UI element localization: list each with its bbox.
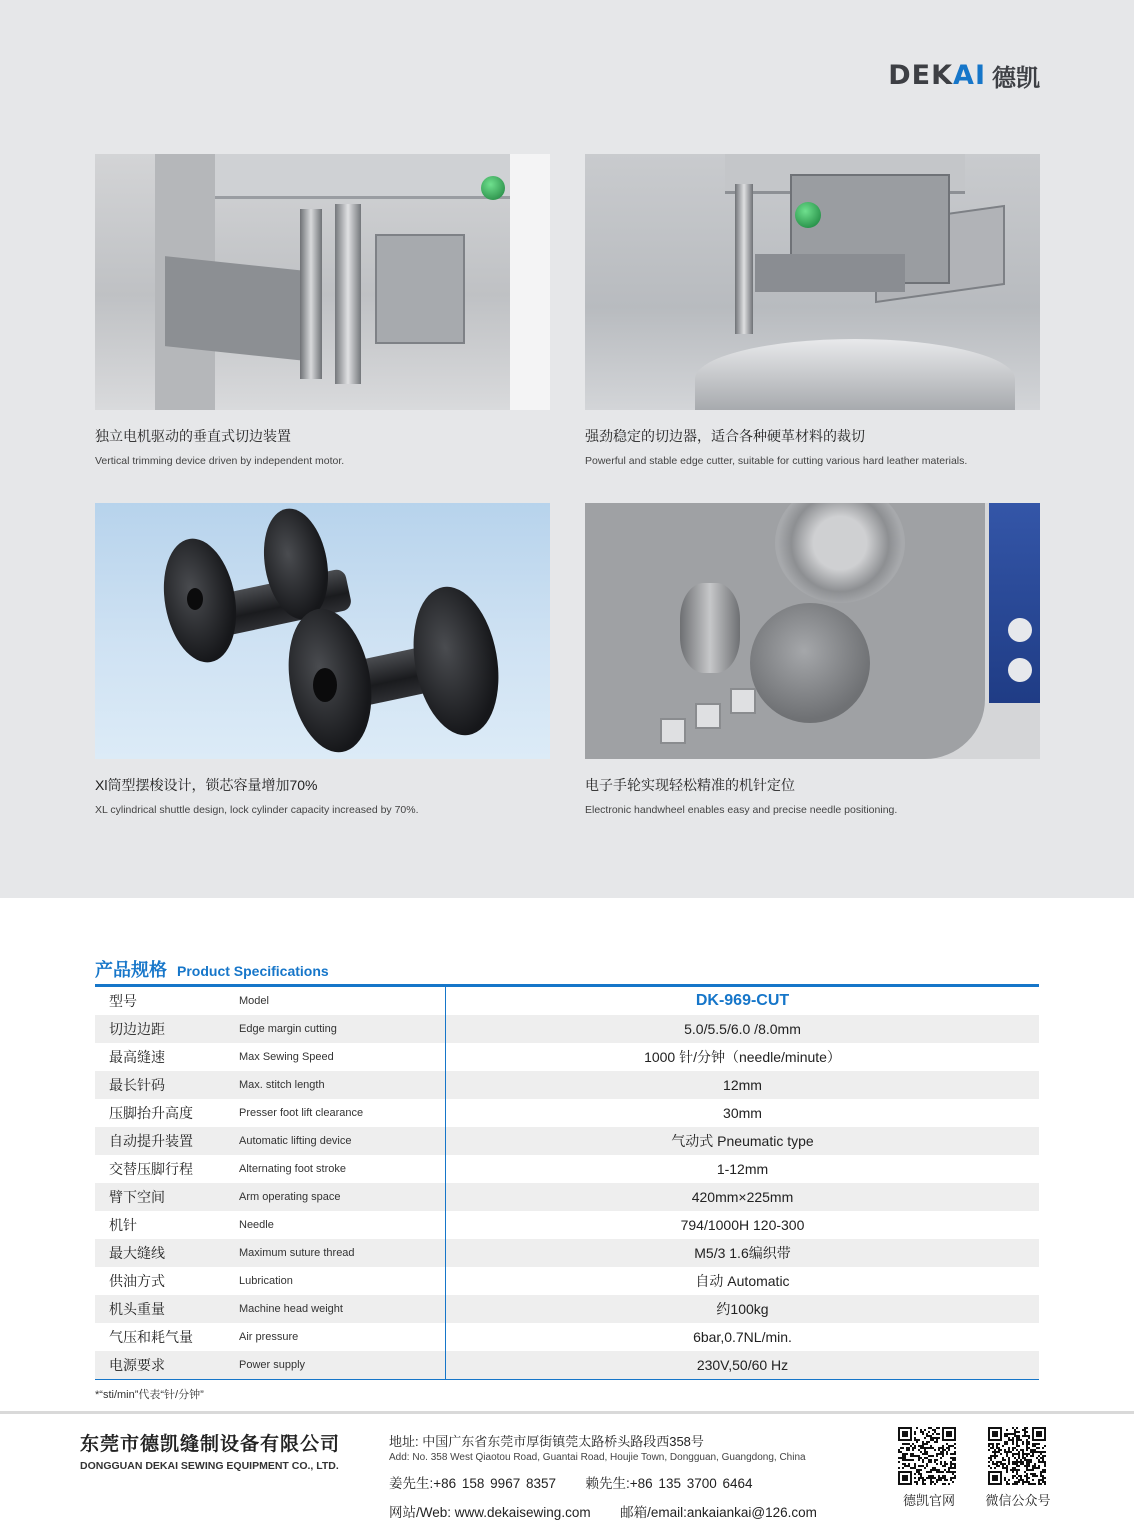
spec-label-cn: 切边边距 — [109, 1021, 165, 1037]
spec-label-en: Air pressure — [239, 1331, 299, 1343]
phone-2: 赖先生:+86 135 3700 6464 — [585, 1476, 753, 1491]
spec-value: 12mm — [445, 1071, 1039, 1099]
feature-caption-cn: Xl筒型摆梭设计，锁芯容量增加70% — [95, 777, 318, 793]
address-cn: 地址: 中国广东省东莞市厚街镇莞太路桥头路段西358号 — [389, 1434, 704, 1449]
spec-table — [95, 984, 1039, 1380]
phone-1: 姜先生:+86 158 9967 8357 — [389, 1476, 556, 1491]
feature-card-edge-cutter — [585, 154, 1040, 467]
spec-row — [95, 1015, 1039, 1043]
spec-row — [95, 1155, 1039, 1183]
spec-row — [95, 987, 1039, 1015]
handwheel-photo — [585, 503, 1040, 759]
spec-row — [95, 1099, 1039, 1127]
spec-row — [95, 1351, 1039, 1379]
spec-heading-cn: 产品规格 — [95, 960, 167, 981]
feature-card-trimming — [95, 154, 550, 467]
qr-label-website: 德凯官网 — [902, 1493, 955, 1508]
feature-card-handwheel — [585, 503, 1040, 816]
spec-label-en: Automatic lifting device — [239, 1135, 352, 1147]
spec-label-cn: 机针 — [109, 1217, 137, 1233]
edge-cutter-photo — [585, 154, 1040, 410]
feature-caption-cn: 独立电机驱动的垂直式切边装置 — [95, 428, 291, 444]
spec-label-cn: 最长针码 — [109, 1077, 165, 1093]
qr-code-wechat — [988, 1427, 1046, 1485]
spec-value: 30mm — [445, 1099, 1039, 1127]
qr-code-website — [898, 1427, 956, 1485]
spec-row — [95, 1239, 1039, 1267]
spec-heading-en: Product Specifications — [177, 963, 329, 979]
spec-label-en: Max. stitch length — [239, 1079, 325, 1091]
feature-caption-cn: 电子手轮实现轻松精准的机针定位 — [585, 777, 795, 793]
spec-value: 6bar,0.7NL/min. — [445, 1323, 1039, 1351]
spec-value: 气动式 Pneumatic type — [445, 1127, 1039, 1155]
logo-text-cn: 德凯 — [992, 64, 1040, 92]
spec-value: 5.0/5.5/6.0 /8.0mm — [445, 1015, 1039, 1043]
contact-info — [389, 1431, 817, 1521]
spec-label-cn: 电源要求 — [109, 1357, 165, 1373]
spec-row — [95, 1211, 1039, 1239]
spec-label-en: Model — [239, 995, 269, 1007]
feature-caption-en: Powerful and stable edge cutter, suitable for cutting various hard leather materials. — [585, 455, 968, 467]
spec-footnote: *“sti/min”代表“针/分钟” — [95, 1389, 204, 1401]
spec-heading — [95, 956, 329, 982]
spec-label-cn: 压脚抬升高度 — [109, 1105, 193, 1121]
website-link[interactable]: 网站/Web: www.dekaisewing.com — [389, 1505, 591, 1520]
spec-label-en: Maximum suture thread — [239, 1247, 355, 1259]
spec-value: 1000 针/分钟（needle/minute） — [445, 1043, 1039, 1071]
feature-card-shuttle — [95, 503, 550, 816]
feature-caption-en: Electronic handwheel enables easy and precise needle positioning. — [585, 804, 898, 816]
spec-row — [95, 1127, 1039, 1155]
spec-label-en: Alternating foot stroke — [239, 1163, 347, 1175]
spec-value: 1-12mm — [445, 1155, 1039, 1183]
spec-label-cn: 供油方式 — [109, 1273, 165, 1289]
footer-divider — [0, 1411, 1134, 1414]
spec-value: 230V,50/60 Hz — [445, 1351, 1039, 1379]
qr-code-icon — [898, 1427, 956, 1485]
spec-label-cn: 最大缝线 — [109, 1245, 165, 1261]
spec-label-cn: 型号 — [109, 993, 137, 1009]
spec-label-cn: 机头重量 — [109, 1301, 165, 1317]
feature-caption-en: XL cylindrical shuttle design, lock cylinder capacity increased by 70%. — [95, 804, 419, 816]
brand-logo — [888, 58, 1040, 93]
spec-row — [95, 1323, 1039, 1351]
spec-label-cn: 自动提升装置 — [109, 1133, 193, 1149]
feature-caption-en: Vertical trimming device driven by independent motor. — [95, 455, 345, 467]
spec-label-cn: 交替压脚行程 — [109, 1161, 193, 1177]
spec-value: DK-969-CUT — [445, 987, 1039, 1015]
logo-text-en: DEKAI — [888, 60, 986, 91]
spec-value: 794/1000H 120-300 — [445, 1211, 1039, 1239]
spec-row — [95, 1183, 1039, 1211]
spec-value: 约100kg — [445, 1295, 1039, 1323]
trimming-device-photo — [95, 154, 550, 410]
spec-label-en: Max Sewing Speed — [239, 1051, 334, 1063]
company-name-cn: 东莞市德凯缝制设备有限公司 — [80, 1433, 341, 1455]
spec-row — [95, 1043, 1039, 1071]
spec-label-en: Machine head weight — [239, 1303, 343, 1315]
bobbin-photo — [95, 503, 550, 759]
spec-row — [95, 1071, 1039, 1099]
qr-label-wechat: 微信公众号 — [985, 1493, 1051, 1508]
email-link[interactable]: 邮箱/email:ankaiankai@126.com — [620, 1505, 817, 1520]
spec-label-en: Power supply — [239, 1359, 306, 1371]
spec-label-cn: 最高缝速 — [109, 1049, 165, 1065]
spec-row — [95, 1267, 1039, 1295]
qr-code-icon — [988, 1427, 1046, 1485]
spec-label-en: Needle — [239, 1219, 274, 1231]
spec-value: 自动 Automatic — [445, 1267, 1039, 1295]
spec-label-cn: 气压和耗气量 — [109, 1329, 193, 1345]
spec-label-en: Presser foot lift clearance — [239, 1107, 364, 1119]
spec-value: M5/3 1.6编织带 — [445, 1239, 1039, 1267]
spec-value: 420mm×225mm — [445, 1183, 1039, 1211]
company-name — [80, 1429, 340, 1472]
spec-label-cn: 臂下空间 — [109, 1189, 165, 1205]
spec-row — [95, 1295, 1039, 1323]
spec-label-en: Edge margin cutting — [239, 1023, 337, 1035]
feature-caption-cn: 强劲稳定的切边器，适合各种硬革材料的裁切 — [585, 428, 865, 444]
spec-label-en: Lubrication — [239, 1275, 293, 1287]
spec-label-en: Arm operating space — [239, 1191, 341, 1203]
company-name-en: DONGGUAN DEKAI SEWING EQUIPMENT CO., LTD. — [80, 1460, 339, 1472]
address-en: Add: No. 358 West Qiaotou Road, Guantai Road, Houjie Town, Dongguan, Guangdong, China — [389, 1452, 806, 1463]
